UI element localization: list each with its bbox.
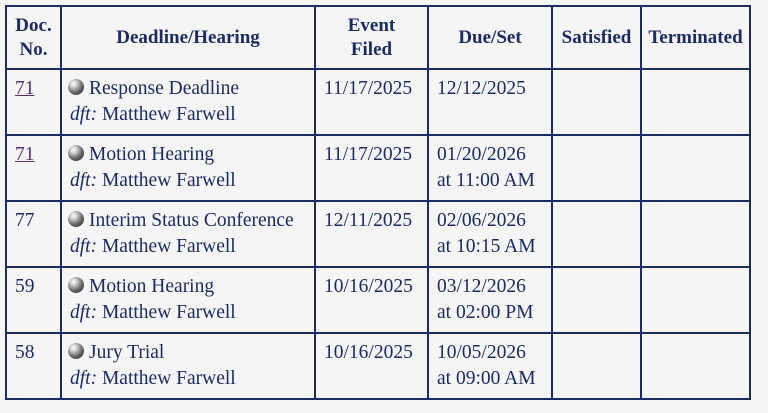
event-name: Motion Hearing [89,276,215,297]
filed-date: 12/11/2025 [324,210,413,231]
filed-date: 11/17/2025 [324,144,413,165]
table-row [6,267,750,333]
deadline-cell [61,201,315,267]
due-set-cell [428,333,552,399]
table-row [6,333,750,399]
doc-number-link[interactable]: 71 [15,78,35,99]
sphere-icon [68,79,84,95]
sphere-icon [68,343,84,359]
due-time: at 10:15 AM [437,236,536,257]
deadline-cell [61,267,315,333]
header-deadline-hearing: Deadline/Hearing [61,6,315,69]
doc-number: 59 [15,276,35,297]
party-name: Matthew Farwell [101,368,236,389]
header-due-set: Due/Set [428,6,552,69]
event-filed-cell [315,69,428,135]
satisfied-cell [552,267,641,333]
deadline-cell [61,69,315,135]
header-event-line1: Event [347,14,396,36]
doc-cell [6,267,61,333]
filed-date: 10/16/2025 [324,342,413,363]
doc-number: 77 [15,210,35,231]
due-time: at 02:00 PM [437,302,534,323]
party-role: dft: [70,236,98,257]
doc-number-link[interactable]: 71 [15,144,35,165]
deadline-cell [61,333,315,399]
header-terminated: Terminated [641,6,750,69]
party-name: Matthew Farwell [101,104,236,125]
event-filed-cell [315,267,428,333]
deadline-cell [61,135,315,201]
event-filed-cell [315,333,428,399]
doc-cell [6,135,61,201]
doc-number: 58 [15,342,35,363]
table-row [6,69,750,135]
header-doc-line1: Doc. [15,14,52,36]
header-doc-no [6,6,61,69]
header-row [6,6,750,69]
event-filed-cell [315,135,428,201]
terminated-cell [641,201,750,267]
due-time: at 11:00 AM [437,170,535,191]
party-role: dft: [70,104,98,125]
due-date: 10/05/2026 [437,342,526,363]
due-time: at 09:00 AM [437,368,536,389]
header-event-filed [315,6,428,69]
terminated-cell [641,333,750,399]
party-name: Matthew Farwell [101,170,236,191]
sphere-icon [68,145,84,161]
due-date: 12/12/2025 [437,78,526,99]
header-doc-line2: No. [19,38,48,60]
due-date: 02/06/2026 [437,210,526,231]
due-set-cell [428,267,552,333]
due-date: 03/12/2026 [437,276,526,297]
party-name: Matthew Farwell [101,236,236,257]
doc-cell [6,69,61,135]
filed-date: 10/16/2025 [324,276,413,297]
event-name: Interim Status Conference [89,210,294,231]
party-role: dft: [70,368,98,389]
party-role: dft: [70,302,98,323]
event-name: Response Deadline [89,78,240,99]
satisfied-cell [552,69,641,135]
due-set-cell [428,201,552,267]
header-event-line2: Filed [350,38,393,60]
terminated-cell [641,267,750,333]
doc-cell [6,333,61,399]
terminated-cell [641,69,750,135]
doc-cell [6,201,61,267]
event-name: Motion Hearing [89,144,215,165]
satisfied-cell [552,201,641,267]
due-set-cell [428,69,552,135]
party-role: dft: [70,170,98,191]
satisfied-cell [552,135,641,201]
header-satisfied: Satisfied [552,6,641,69]
deadlines-table [5,5,751,400]
terminated-cell [641,135,750,201]
event-filed-cell [315,201,428,267]
due-set-cell [428,135,552,201]
sphere-icon [68,277,84,293]
event-name: Jury Trial [89,342,165,363]
satisfied-cell [552,333,641,399]
party-name: Matthew Farwell [101,302,236,323]
due-date: 01/20/2026 [437,144,526,165]
table-row [6,201,750,267]
filed-date: 11/17/2025 [324,78,413,99]
table-row [6,135,750,201]
sphere-icon [68,211,84,227]
